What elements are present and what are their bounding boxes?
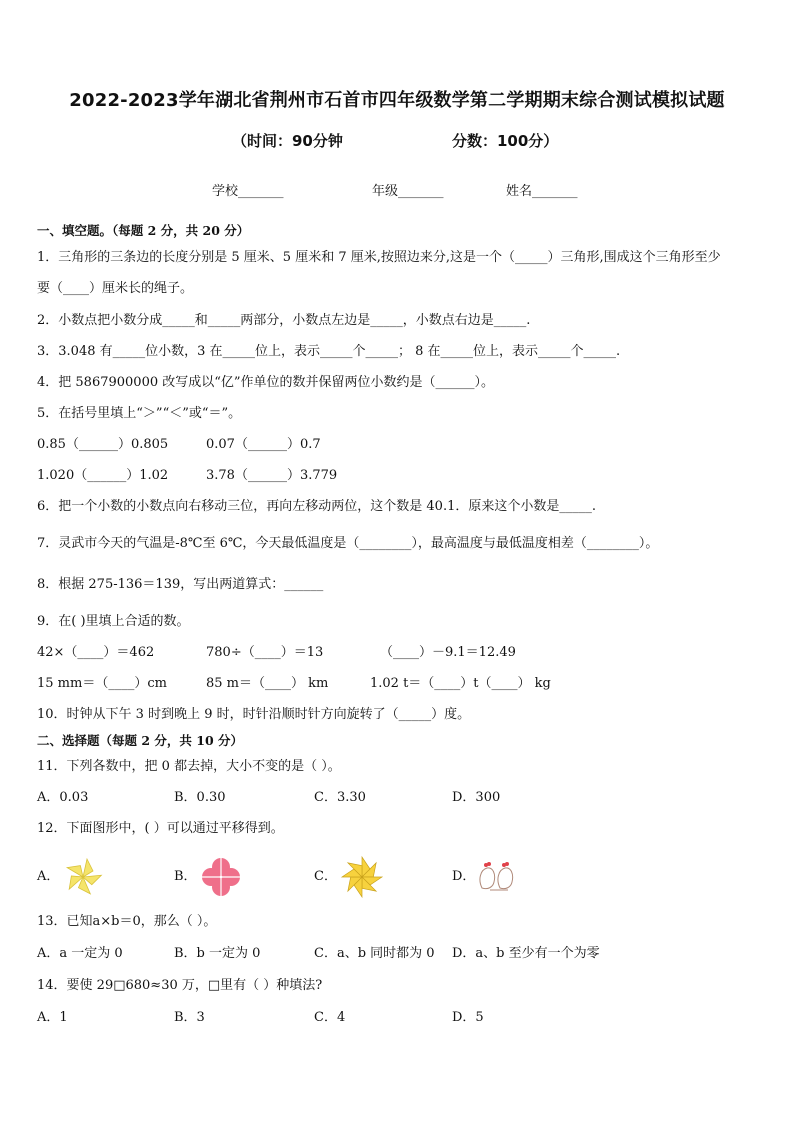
question-9-item-e: 85 m＝（____） km — [206, 676, 329, 691]
question-12-option-b: B． — [174, 869, 197, 884]
question-14-option-a: A．1 — [37, 1010, 68, 1025]
pinwheel-figure — [62, 856, 104, 898]
name-field: 姓名_______ — [506, 184, 578, 199]
question-9-item-a: 42×（____）＝462 — [37, 645, 155, 660]
question-6: 6．把一个小数的小数点向右移动三位，再向左移动两位，这个数是 40.1．原来这个小数是_____. — [37, 499, 596, 514]
question-14-option-b: B．3 — [174, 1010, 205, 1025]
question-2: 2．小数点把小数分成_____和_____两部分，小数点左边是_____，小数点右边是_____. — [37, 313, 531, 328]
question-9-item-c: （____）－9.1＝12.49 — [380, 645, 516, 660]
question-11-option-b: B．0.30 — [174, 790, 226, 805]
question-13-option-c: C．a、b 同时都为 0 — [314, 946, 435, 961]
question-4: 4．把 5867900000 改写成以“亿”作单位的数并保留两位小数约是（______）。 — [37, 375, 495, 390]
question-11: 11．下列各数中，把 0 都去掉，大小不变的是（ ）。 — [37, 759, 341, 774]
question-9-item-d: 15 mm＝（____）cm — [37, 676, 167, 691]
question-5-item-b: 0.07（______）0.7 — [206, 437, 321, 452]
school-field: 学校_______ — [212, 184, 284, 199]
question-3: 3．3.048 有_____位小数，3 在_____位上，表示_____个_____； 8 在_____位上，表示_____个_____. — [37, 344, 621, 359]
four-leaf-flower-figure — [200, 856, 242, 898]
question-14: 14．要使 29□680≈30 万，□里有（ ）种填法? — [37, 978, 323, 993]
question-5-item-d: 3.78（______）3.779 — [206, 468, 338, 483]
page-title: 2022-2023学年湖北省荆州市石首市四年级数学第二学期期末综合测试模拟试题 — [69, 90, 725, 111]
question-14-option-c: C．4 — [314, 1010, 346, 1025]
exam-time: （时间：90分钟 — [232, 132, 343, 150]
question-7: 7．灵武市今天的气温是-8℃至 6℃，今天最低温度是（________），最高温度与最低温度相差（________）。 — [37, 536, 659, 551]
question-12-option-a: A． — [37, 869, 60, 884]
question-5-item-c: 1.020（______）1.02 — [37, 468, 169, 483]
question-5: 5．在括号里填上“＞”“＜”或“＝”。 — [37, 406, 242, 421]
two-chicks-figure — [476, 858, 522, 894]
question-13-option-a: A．a 一定为 0 — [37, 946, 123, 961]
grade-field: 年级_______ — [372, 184, 444, 199]
question-12-option-d: D． — [452, 869, 476, 884]
question-9: 9．在( )里填上合适的数。 — [37, 614, 190, 629]
question-1-line-2: 要（____）厘米长的绳子。 — [37, 281, 194, 296]
section-heading-fill-blank: 一、填空题。（每题 2 分，共 20 分） — [37, 223, 250, 238]
question-11-option-c: C．3.30 — [314, 790, 366, 805]
star-pinwheel-figure — [340, 855, 384, 899]
section-heading-multiple-choice: 二、选择题（每题 2 分，共 10 分） — [37, 733, 244, 748]
question-14-option-d: D．5 — [452, 1010, 484, 1025]
question-8: 8．根据 275-136＝139，写出两道算式：______ — [37, 577, 324, 592]
question-13-option-b: B．b 一定为 0 — [174, 946, 261, 961]
question-13: 13．已知a×b＝0，那么（ ）。 — [37, 914, 217, 929]
question-11-option-a: A．0.03 — [37, 790, 89, 805]
exam-score: 分数：100分） — [452, 132, 559, 150]
question-1-line-1: 1．三角形的三条边的长度分别是 5 厘米、5 厘米和 7 厘米,按照边来分,这是一个（_____）三角形,围成这个三角形至少 — [37, 250, 721, 265]
question-10: 10．时钟从下午 3 时到晚上 9 时，时针沿顺时针方向旋转了（_____）度。 — [37, 707, 471, 722]
question-9-item-b: 780÷（____）＝13 — [206, 645, 324, 660]
question-13-option-d: D．a、b 至少有一个为零 — [452, 946, 600, 961]
question-12-option-c: C． — [314, 869, 337, 884]
question-12: 12．下面图形中，( ）可以通过平移得到。 — [37, 821, 284, 836]
question-9-item-f: 1.02 t＝（____）t（____） kg — [370, 676, 551, 691]
question-5-item-a: 0.85（______）0.805 — [37, 437, 169, 452]
question-11-option-d: D．300 — [452, 790, 501, 805]
